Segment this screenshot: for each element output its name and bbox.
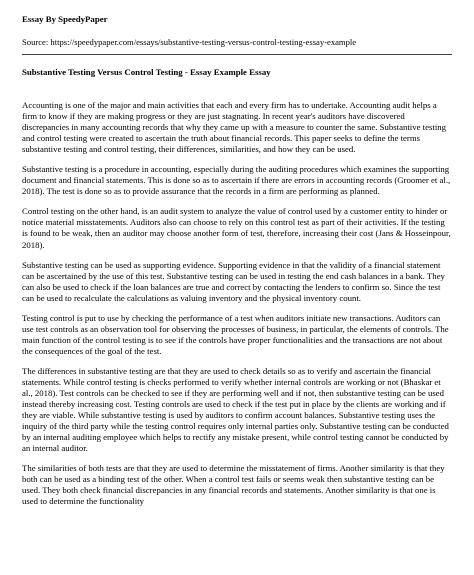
paragraph: Accounting is one of the major and main activities that each and every firm has to undertake. Accounting audit helps a firm to know if they are making progress or they are just stagnating. In recent year's auditors have discovered discrepancies in many accounting records that why they came up with a measure to counter the same. Substantive testing and control testing were created to ascertain the truth about financial records. This paper seeks to define the terms substantive testing and control testing, their differences, similarities, and how they can be used. <box>22 100 447 155</box>
essay-title: Substantive Testing Versus Control Testing - Essay Example Essay <box>22 67 271 77</box>
paragraph: Substantive testing can be used as supporting evidence. Supporting evidence in that the validity of a financial statement can be ascertained by the use of this test. Substantive testing can be used in testing the end cash balances in a bank. They can also be used to check if the loan balances are true and correct by contacting the lenders to confirm so. Since the test can be used to recalculate the calculations as valuing inventory and the physical inventory count. <box>22 259 445 303</box>
paragraph: Control testing on the other hand, is an audit system to analyze the value of control used by a customer entity to hinder or notice material misstatements. Auditors also can choose to rely on this control test as part of their activities. If the testing is found to be weak, then an auditor may choose another form of test, therefore, increasing their cost (Jans & Hosseinpour, 2018). <box>22 206 451 250</box>
paragraph: The differences in substantive testing are that they are used to check details so as to verify and ascertain the financial statements. While control testing is checks performed to verify whether internal controls are working or not (Bhaskar et al., 2018). Test controls can be checked to see if they are performing well and if not, then substantive testing can be used instead thereby increasing cost. Testing controls are used to check if the test put in place by the clients are working and if they are viable. While substantive testing is used by auditors to confirm account balances. Substantive testing uses the inquiry of the third party while the testing control requires only internal parties only. Substantive testing can be conducted by an internal auditing employee which helps to rectify any mistake present, while control testing cannot be conducted by an internal auditor. <box>22 365 449 454</box>
essay-body <box>22 100 452 508</box>
paragraph: Substantive testing is a procedure in accounting, especially during the auditing procedures which examines the supporting document and financial statements. This is done so as to ascertain if there are errors in accounting records (Groomer et al., 2018). The test is done so as to provide assurance that the records in a firm are performing as planned. <box>22 164 451 197</box>
paragraph: The similarities of both tests are that they are used to determine the misstatement of firms. Another similarity is that they both can be used as a binding test of the other. When a control test fails or seems weak then substantive testing can be used. They both check financial discrepancies in any financial records and statements. Another similarity is that one is used to determine the functionality <box>22 463 445 507</box>
header-divider <box>22 54 452 55</box>
paragraph: Testing control is put to use by checking the performance of a test when auditors initiate new transactions. Auditors can use test controls as an observation tool for observing the processes of business, in particular, the elements of controls. The main function of the control testing is to see if the controls have proper functionalities and the transactions are not about the consequences of the goal of the test. <box>22 312 449 356</box>
brand-heading: Essay By SpeedyPaper <box>22 14 108 24</box>
source-line: Source: https://speedypaper.com/essays/substantive-testing-versus-control-testing-essay-example <box>22 37 357 47</box>
